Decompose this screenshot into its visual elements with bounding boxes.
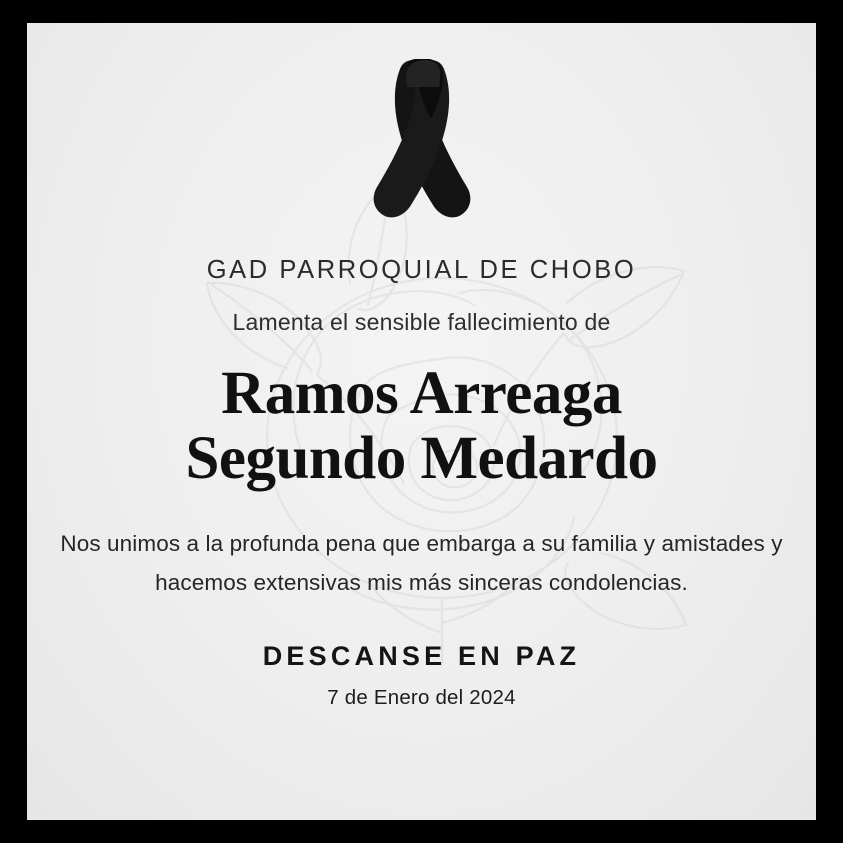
memorial-subtitle: Lamenta el sensible fallecimiento de [232,309,611,335]
deceased-name [185,362,657,491]
deceased-name-line-1: Ramos Arreaga [221,360,622,427]
memorial-date: 7 de Enero del 2024 [327,685,516,709]
organization-name: GAD PARROQUIAL DE CHOBO [206,256,637,284]
memorial-card [27,23,816,820]
condolence-message: Nos unimos a la profunda pena que embarga a su familia y amistades y hacemos extensivas mis más sinceras condolencias. [60,531,783,595]
rest-in-peace-text: DESCANSE EN PAZ [262,640,581,671]
black-mourning-ribbon-icon [347,59,497,234]
card-content [27,23,816,820]
deceased-name-line-2: Segundo Medardo [185,424,658,492]
